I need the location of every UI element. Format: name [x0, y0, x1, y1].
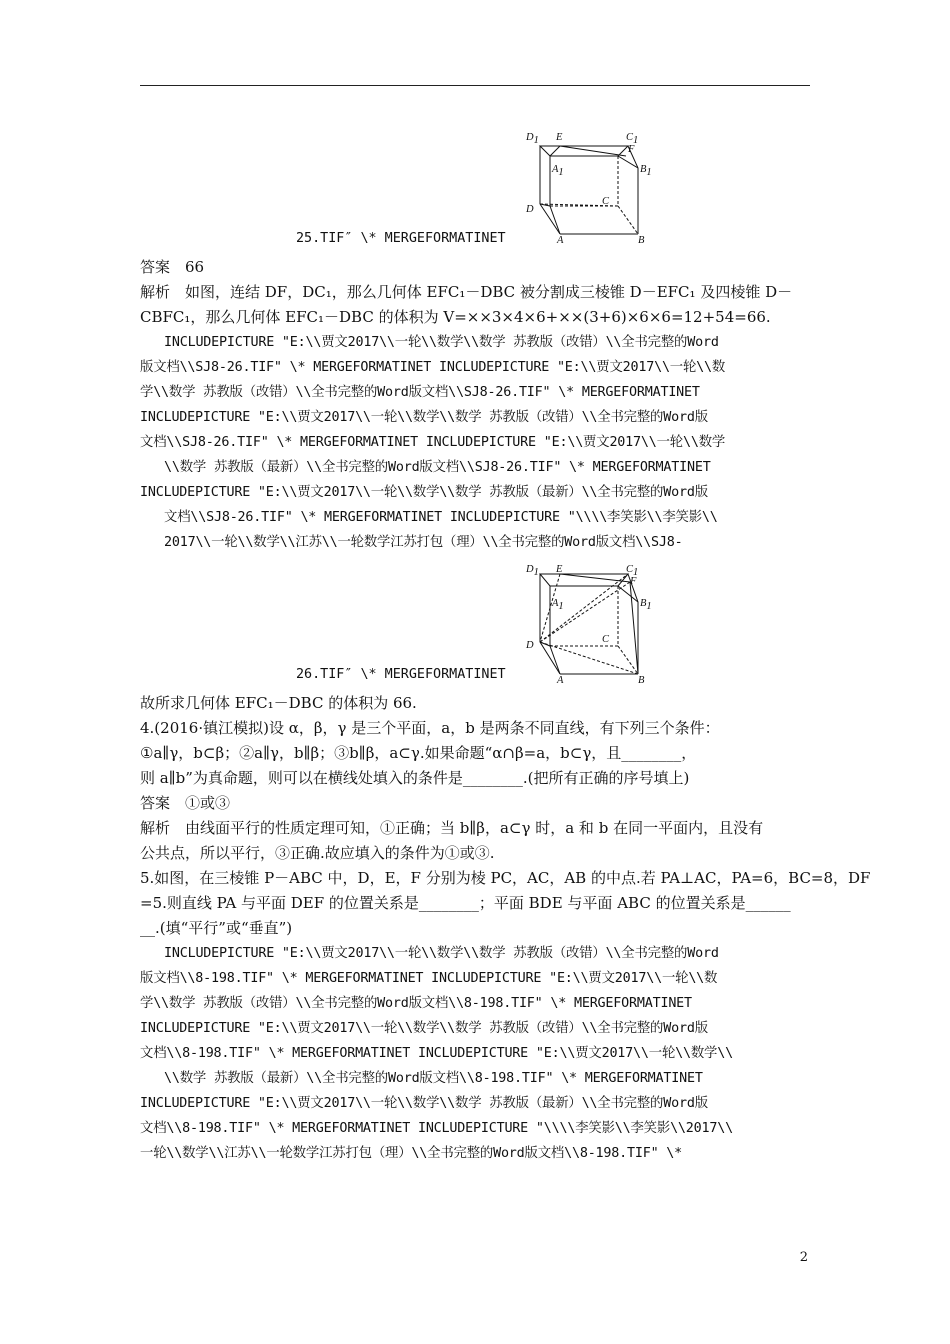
label-c: C — [602, 196, 610, 207]
cube-figure-1 — [522, 126, 662, 244]
include-field-line: 2017\\一轮\\数学\\江苏\\一轮数学江苏打包（理）\\全书完整的Word版文档\\SJ8- — [164, 535, 683, 550]
problem-4-line-1: 4.(2016·镇江模拟)设 α，β，γ 是三个平面，a，b 是两条不同直线，有下列三个条件： — [140, 719, 720, 737]
problem-5-line-3: __.(填“平行”或“垂直”) — [140, 919, 293, 937]
include-field-line: INCLUDEPICTURE "E:\\贾文2017\\一轮\\数学\\数学 苏教版（改错）\\全书完整的Word版 — [140, 410, 708, 425]
cube-figure-2 — [522, 562, 662, 684]
label-a: A — [557, 675, 564, 684]
analysis-1-line-2: CBFC₁，那么几何体 EFC₁－DBC 的体积为 V=××3×4×6+××(3+6)×6×6=12+54=66. — [140, 308, 771, 326]
label-f: F — [628, 144, 635, 155]
label-a: A — [557, 235, 564, 244]
analysis-4-line-2: 公共点，所以平行，③正确.故应填入的条件为①或③. — [140, 844, 495, 862]
problem-5-line-2: =5.则直线 PA 与平面 DEF 的位置关系是________；平面 BDE 与平面 ABC 的位置关系是______ — [140, 894, 791, 912]
include-field-line: INCLUDEPICTURE "E:\\贾文2017\\一轮\\数学\\数学 苏教版（改错）\\全书完整的Word — [164, 335, 719, 350]
label-b: B — [638, 235, 645, 244]
include-field-line: \\数学 苏教版（最新）\\全书完整的Word版文档\\8-198.TIF" \* MERGEFORMATINET — [164, 1071, 703, 1086]
include-field-line: 文档\\8-198.TIF" \* MERGEFORMATINET INCLUDEPICTURE "E:\\贾文2017\\一轮\\数学\\ — [140, 1046, 733, 1061]
include-field-line: 版文档\\SJ8-26.TIF" \* MERGEFORMATINET INCLUDEPICTURE "E:\\贾文2017\\一轮\\数 — [140, 360, 726, 375]
include-field-line: 一轮\\数学\\江苏\\一轮数学江苏打包（理）\\全书完整的Word版文档\\8-198.TIF" \* — [140, 1146, 683, 1161]
label-d1: D1 — [526, 564, 539, 578]
label-c1: C1 — [626, 132, 639, 146]
include-field-line: 版文档\\8-198.TIF" \* MERGEFORMATINET INCLUDEPICTURE "E:\\贾文2017\\一轮\\数 — [140, 971, 718, 986]
problem-4-line-3: 则 a∥b”为真命题，则可以在横线处填入的条件是________.(把所有正确的序号填上) — [140, 769, 690, 787]
label-e: E — [556, 564, 563, 575]
label-c: C — [602, 634, 610, 645]
include-field-line: INCLUDEPICTURE "E:\\贾文2017\\一轮\\数学\\数学 苏教版（最新）\\全书完整的Word版 — [140, 485, 708, 500]
include-field-line: \\数学 苏教版（最新）\\全书完整的Word版文档\\SJ8-26.TIF" \* MERGEFORMATINET — [164, 460, 711, 475]
include-field-line: 文档\\SJ8-26.TIF" \* MERGEFORMATINET INCLUDEPICTURE "E:\\贾文2017\\一轮\\数学 — [140, 435, 726, 450]
page-number: 2 — [799, 1250, 808, 1265]
include-field-line: INCLUDEPICTURE "E:\\贾文2017\\一轮\\数学\\数学 苏教版（最新）\\全书完整的Word版 — [140, 1096, 708, 1111]
label-d1: D1 — [526, 132, 539, 146]
problem-5-line-1: 5.如图，在三棱锥 P－ABC 中，D，E，F 分别为棱 PC，AC，AB 的中点.若 PA⊥AC，PA=6，BC=8，DF — [140, 869, 871, 887]
figure-1-caption: 25.TIF″ \* MERGEFORMATINET — [296, 231, 506, 246]
label-e: E — [556, 132, 563, 143]
problem-4-line-2: ①a∥γ，b⊂β；②a∥γ，b∥β；③b∥β，a⊂γ.如果命题“α∩β=a，b⊂γ，且________， — [140, 744, 697, 762]
label-b: B — [638, 675, 645, 684]
include-field-line: 文档\\SJ8-26.TIF" \* MERGEFORMATINET INCLUDEPICTURE "\\\\李笑影\\李笑影\\ — [164, 510, 718, 525]
label-c1: C1 — [626, 564, 639, 578]
answer-1: 答案 66 — [140, 258, 205, 276]
figure-2-caption: 26.TIF″ \* MERGEFORMATINET — [296, 667, 506, 682]
include-field-line: 学\\数学 苏教版（改错）\\全书完整的Word版文档\\8-198.TIF" \* MERGEFORMATINET — [140, 996, 692, 1011]
include-field-line: 文档\\8-198.TIF" \* MERGEFORMATINET INCLUDEPICTURE "\\\\李笑影\\李笑影\\2017\\ — [140, 1121, 733, 1136]
label-a1: A1 — [552, 164, 564, 178]
label-d: D — [526, 204, 534, 215]
include-field-line: INCLUDEPICTURE "E:\\贾文2017\\一轮\\数学\\数学 苏教版（改错）\\全书完整的Word — [164, 946, 719, 961]
label-a1: A1 — [552, 598, 564, 612]
header-rule — [140, 85, 810, 86]
include-field-line: INCLUDEPICTURE "E:\\贾文2017\\一轮\\数学\\数学 苏教版（改错）\\全书完整的Word版 — [140, 1021, 708, 1036]
label-b1: B1 — [640, 164, 652, 178]
label-b1: B1 — [640, 598, 652, 612]
answer-4: 答案 ①或③ — [140, 794, 231, 812]
analysis-4-line-1: 解析 由线面平行的性质定理可知，①正确；当 b∥β，a⊂γ 时，a 和 b 在同一平面内，且没有 — [140, 819, 764, 837]
conclusion-1: 故所求几何体 EFC₁－DBC 的体积为 66. — [140, 694, 417, 712]
analysis-1-line-1: 解析 如图，连结 DF，DC₁，那么几何体 EFC₁－DBC 被分割成三棱锥 D－EFC₁ 及四棱锥 D－ — [140, 283, 793, 301]
label-d: D — [526, 640, 534, 651]
include-field-line: 学\\数学 苏教版（改错）\\全书完整的Word版文档\\SJ8-26.TIF" \* MERGEFORMATINET — [140, 385, 700, 400]
label-f: F — [630, 576, 637, 587]
